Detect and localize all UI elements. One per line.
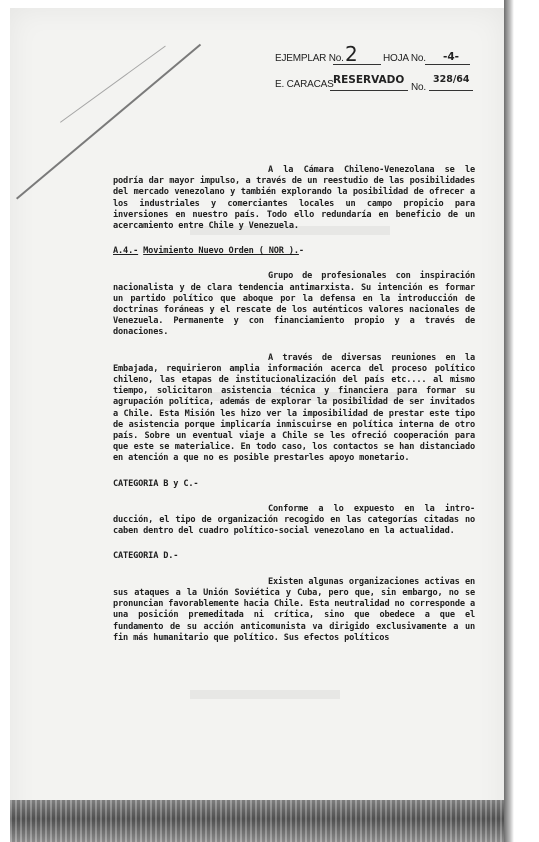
paragraph-categoria-d [113,577,475,644]
page-edge-shadow [504,0,514,842]
paragraph-lead: Existen algunas organizaciones activas [268,576,460,587]
document-header [275,42,475,97]
paragraph-text: nacionalista y de clara tendencia antimarxista. Su intención es formar un partido político que aboque por la defensa en la introducción de doctrinas foráneas y el rescate de los auténticos valores nacionales de Venezuela. Permanente y con financiamiento propio y a través de donaciones. [113,282,475,338]
header-row-ejemplar [275,42,475,71]
bleed-through-3 [190,690,340,699]
paragraph-nor-profile [113,271,475,338]
hoja-number: -4- [443,51,460,63]
ejemplar-label: EJEMPLAR No. [275,53,344,64]
paragraph-lead: Conforme a lo expuesto en la intro- [268,503,475,514]
embassy-label: E. CARACAS [275,79,334,90]
paragraph-nor-meetings [113,353,475,465]
number-label: No. [411,82,426,93]
paragraph-text: ducción, el tipo de organización recogido en las categorías citadas no caben dentro del cuadro político-social venezolano en la actualidad. [113,515,475,537]
heading-tail: - [298,246,304,257]
paragraph-lead: A través de diversas reuniones en [268,352,456,363]
document-body [113,165,475,658]
paragraph-text: la Embajada, requirieron amplia información acerca del proceso político chileno, las etapas de institucionalización del país etc.... al mismo tiempo, solicitaron asistencia técnica y financiera para formar su agrupación política, además de explorar la posibilidad de ser invitados a Chile. Esta Misión les hizo ver la imposibilidad de prestar este tipo de asistencia porque implicaría inmiscuirse en política interna de otro país. Sobre un eventual viaje a Chile se les ofreció cooperación para que este se materialice. En todo caso, los contactos se han distanciado en atención a que no es posible prestarles apoyo monetario. [113,352,475,464]
hoja-label: HOJA No. [383,53,426,64]
hoja-line [425,64,470,65]
heading-categoria-d [113,551,475,562]
heading-categoria-bc [113,479,475,490]
heading-a4 [113,246,475,257]
paragraph-camara [113,165,475,232]
paragraph-categoria-bc [113,504,475,538]
paragraph-lead: Grupo de profesionales con inspiración [268,271,475,282]
paragraph-lead: A la Cámara Chileno-Venezolana [268,165,435,175]
scan-bottom-texture [10,800,504,842]
paragraph-text: se le podría dar mayor impulso, a través de un reestudio de las posibilidades del mercado venezolano y también explorando la posibilidad de ofrecer a los industriales y comerciantes locales un campo propicio para inversiones en nuestro país. Todo ello redundaría en beneficio de un acercamiento entre Chile y Venezuela. [113,165,476,232]
ejemplar-number: 2 [345,42,358,66]
classification-stamp: RESERVADO [333,74,405,86]
number-line [429,90,473,91]
document-number: 328/64 [433,74,470,85]
heading-title: CATEGORIA B y C.- [113,478,199,489]
classification-line [330,90,408,91]
paragraph-text: en sus ataques a la Unión Soviética y Cuba, pero que, sin embargo, no se pronuncian favorablemente hacia Chile. Esta neutralidad no corresponde a una posición premeditada ni crítica, sino que obedece a que el fundamento de su acción anticomunista va dirigido exclusivamente a un fin más humanitario que político. Sus efectos políticos [113,576,475,643]
heading-title: CATEGORIA D.- [113,551,179,562]
heading-number: A.4.- [113,246,139,257]
heading-title: Movimiento Nuevo Orden ( NOR ). [143,246,299,257]
header-row-caracas [275,71,475,97]
